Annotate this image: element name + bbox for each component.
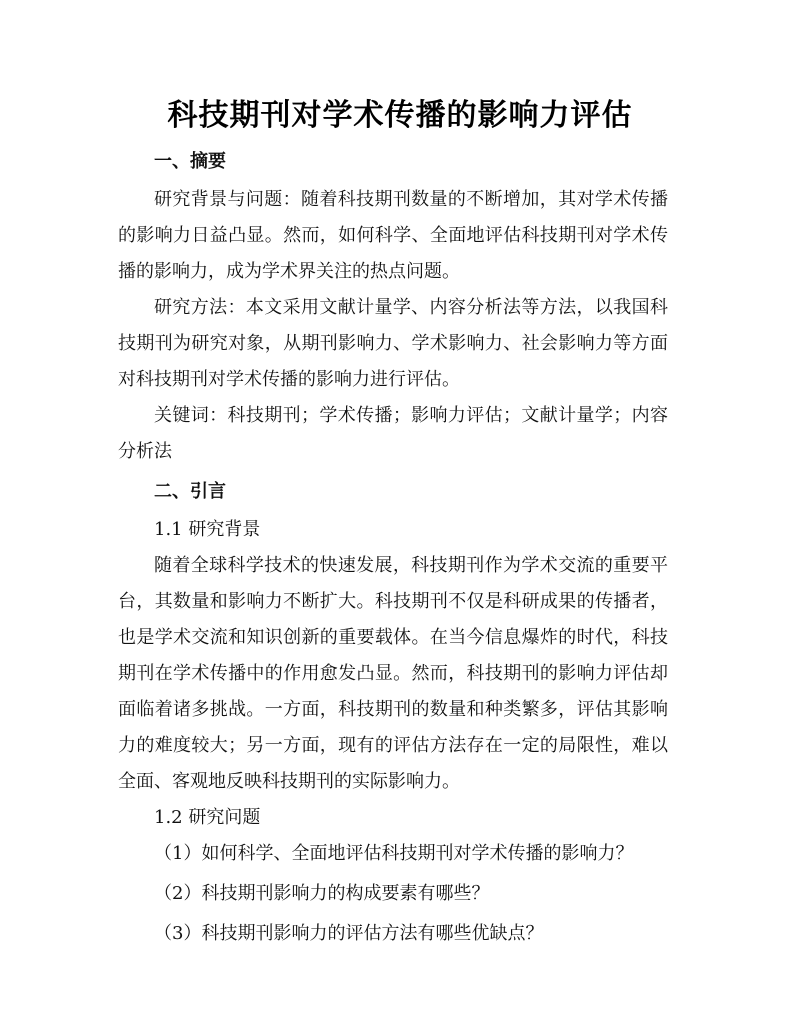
paragraph-keywords: 关键词：科技期刊；学术传播；影响力评估；文献计量学；内容分析法 bbox=[118, 405, 668, 462]
document-body bbox=[118, 140, 668, 956]
section-heading-abstract: 一、摘要 bbox=[154, 151, 226, 172]
subheading-research-background: 1.1 研究背景 bbox=[154, 519, 261, 540]
research-question-3: （3）科技期刊影响力的评估方法有哪些优缺点？ bbox=[154, 923, 544, 944]
research-question-1: （1）如何科学、全面地评估科技期刊对学术传播的影响力？ bbox=[154, 843, 634, 864]
section-heading-intro: 二、引言 bbox=[154, 481, 226, 502]
paragraph-intro-background: 随着全球科学技术的快速发展，科技期刊作为学术交流的重要平台，其数量和影响力不断扩大。科技期刊不仅是科研成果的传播者，也是学术交流和知识创新的重要载体。在当今信息爆炸的时代，科技期刊在学术传播中的作用愈发凸显。然而，科技期刊的影响力评估却面临着诸多挑战。一方面，科技期刊的数量和种类繁多，评估其影响力的难度较大；另一方面，现有的评估方法存在一定的局限性，难以全面、客观地反映科技期刊的实际影响力。 bbox=[118, 555, 668, 792]
research-question-2: （2）科技期刊影响力的构成要素有哪些？ bbox=[154, 883, 490, 904]
subheading-research-questions: 1.2 研究问题 bbox=[154, 807, 261, 828]
paragraph-background: 研究背景与问题：随着科技期刊数量的不断增加，其对学术传播的影响力日益凸显。然而，如何科学、全面地评估科技期刊对学术传播的影响力，成为学术界关注的热点问题。 bbox=[118, 189, 668, 282]
document-title: 科技期刊对学术传播的影响力评估 bbox=[167, 98, 633, 133]
paragraph-methods: 研究方法：本文采用文献计量学、内容分析法等方法，以我国科技期刊为研究对象，从期刊影响力、学术影响力、社会影响力等方面对科技期刊对学术传播的影响力进行评估。 bbox=[118, 297, 668, 390]
